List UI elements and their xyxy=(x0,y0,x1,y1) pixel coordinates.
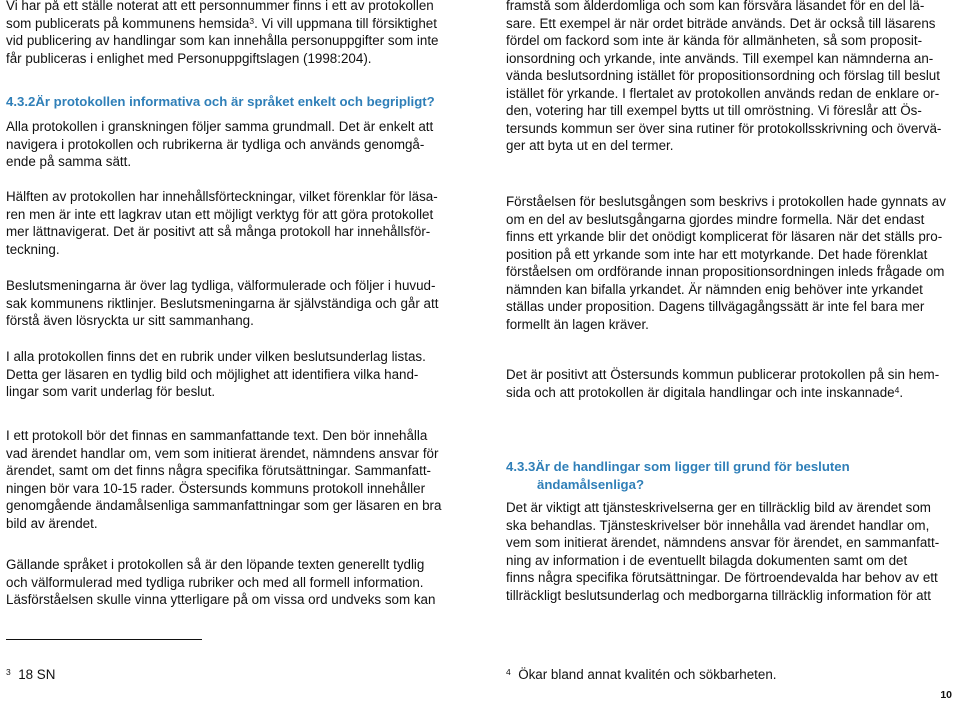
footnote-divider xyxy=(6,639,202,640)
paragraph-r1: framstå som ålderdomliga och som kan försvåra läsandet för en del lä- sare. Ett exempel är när ordet biträde används. Det är också till läsarens fördel om fackord som inte är kända för allmänheten, så som proposit- ionsordning och yrkande, inte används. Till exempel kan nämnderna an- vända beslutsordning istället för propositionsordning och förslag till beslut istället för yrkande. I flertalet av protokollen används redan de enklare or- den, votering har till exempel bytts ut till omröstning. Vi föreslår att Ös- tersunds kommun ser över sina rutiner för protokollsskrivning och övervä- ger att byta ut en del termer. xyxy=(506,0,942,153)
paragraph-5: I ett protokoll bör det finnas en sammanfattande text. Den bör innehålla vad ärendet handlar om, vem som initierat ärendet, nämndens ansvar för ärendet, samt om det finns några specifika förutsättningar. Sammanfatt- ningen bör vara 10-15 rader. Östersunds kommuns protokoll innehåller genomgående ändamålsenliga sammanfattningar som ger läsaren en bra bild av ärendet. xyxy=(6,428,442,531)
paragraph-3: Beslutsmeningarna är över lag tydliga, välformulerade och följer i huvud- sak kommunens riktlinjer. Beslutsmeningarna är självständiga och går att förstå även lösryckta ur sitt sammanhang. xyxy=(6,278,439,328)
paragraph-r2: Förståelsen för beslutsgången som beskrivs i protokollen hade gynnats av om en del av beslutsgångarna gjordes mindre formella. När det endast finns ett yrkande blir det onödigt komplicerat för läsaren när det ställs pro- position på ett yrkande som inte har ett motyrkande. Det hade förenklat förståelsen om ordförande innan propositionsordningen inleds frågade om nämnden kan bifalla yrkandet. Är nämnden enig behöver inte yrkandet ställas under proposition. Dagens tillvägagångssätt är inte fel bara mer formellt än lagen kräver. xyxy=(506,194,946,332)
paragraph-r4: Det är viktigt att tjänsteskrivelserna ger en tillräcklig bild av ärendet som ska behandlas. Tjänsteskrivelser bör innehålla vad ärendet handlar om, vem som initierat ärendet, nämndens ansvar för ärendet, en sammanfatt- ning av information i de eventuellt bilagda dokumenten samt om det finns några specifika förutsättningar. De förtroendevalda har behov av ett tillräckligt beslutsunderlag och medborgarna tillräcklig information för att xyxy=(506,500,940,603)
section-heading-4-3-3: 4.3.3Är de handlingar som ligger till grund för besluten ändamålsenliga? xyxy=(506,459,850,492)
paragraph-intro: Vi har på ett ställe noterat att ett personnummer finns i ett av protokollen som publicerats på kommunens hemsida$^3$. Vi vill uppmana till försiktighet vid publicering av handlingar som kan innehålla personuppgifter som inte får publiceras i enlighet med Personuppgiftslagen (1998:204). xyxy=(6,0,439,66)
page-number: 10 xyxy=(940,689,952,701)
footnote-ref-3: 3 xyxy=(249,15,255,26)
footnote-4: $^4$ Ökar bland annat kvalitén och sökbarheten. xyxy=(506,667,777,682)
section-heading-4-3-2: 4.3.2Är protokollen informativa och är språket enkelt och begripligt? xyxy=(6,94,435,109)
footnote-ref-4: 4 xyxy=(894,384,900,395)
paragraph-2: Hälften av protokollen har innehållsförteckningar, vilket förenklar för läsa- ren men är inte ett lagkrav utan ett möjligt verktyg för att göra protokollet mer lättnavigerat. Det är positivt att så många protokoll har innehållsför- teckning. xyxy=(6,189,438,257)
paragraph-6: Gällande språket i protokollen så är den löpande texten generellt tydlig och välformulerad med tydliga rubriker och med all formell information. Läsförståelsen skulle vinna ytterligare på om vissa ord undveks som kan xyxy=(6,557,436,607)
paragraph-r3: Det är positivt att Östersunds kommun publicerar protokollen på sin hem- sida och att protokollen är digitala handlingar och inte inskannade$^4$. xyxy=(506,367,940,400)
paragraph-1: Alla protokollen i granskningen följer samma grundmall. Det är enkelt att navigera i protokollen och rubrikerna är tydliga och används genomgå- ende på samma sätt. xyxy=(6,119,434,169)
paragraph-4: I alla protokollen finns det en rubrik under vilken beslutsunderlag listas. Detta ger läsaren en tydlig bild och möjlighet att identifiera vilka hand- lingar som varit underlag för beslut. xyxy=(6,349,426,399)
footnote-3: $^3$ 18 SN xyxy=(6,667,56,682)
